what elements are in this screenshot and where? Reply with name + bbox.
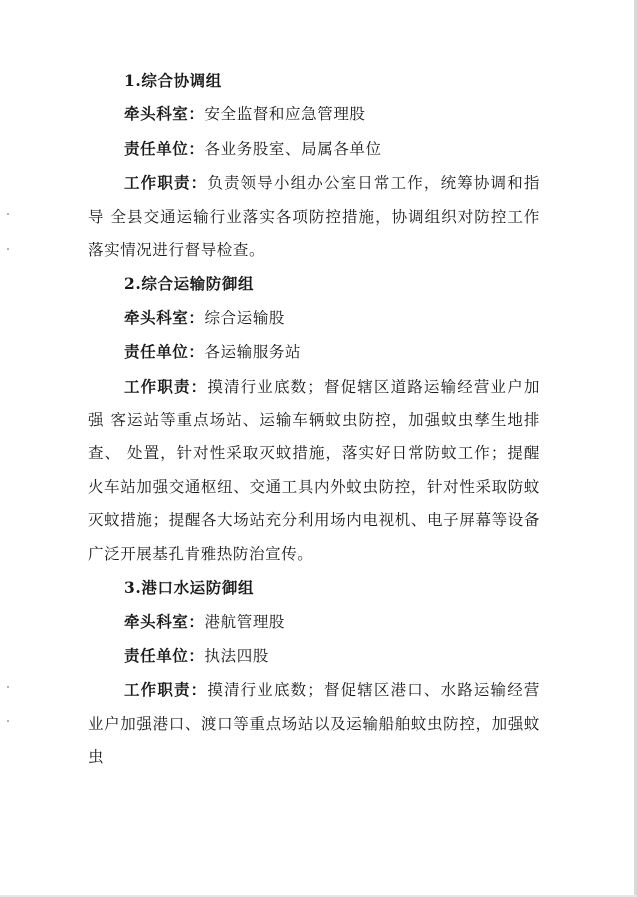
lead-department-row: [88, 605, 540, 639]
responsible-unit-row: [88, 132, 540, 166]
scan-speck: [7, 686, 9, 688]
section-heading: 2.综合运输防御组: [124, 274, 255, 294]
duty-text: 摸清行业底数；督促辖区道路运输经营业户加强 客运站等重点场站、运输车辆蚊虫防控，加强蚊虫孳生地排查、 处置，针对性采取灭蚊措施，落实好日常防蚊工作；提醒火车站加强交通枢纽、交通工具内外蚊虫防控，针对性采取防蚊灭蚊措施；提醒各大场站充分利用场内电视机、电子屏幕等设备广泛开展基孔肯雅热防治宣传。: [88, 377, 540, 563]
lead-department-label: 牵头科室：: [124, 307, 205, 327]
lead-department-value: 安全监督和应急管理股: [204, 105, 366, 124]
responsible-unit-value: 各业务股室、局属各单位: [204, 139, 382, 158]
document-body: [88, 64, 540, 775]
duty-paragraph: [88, 673, 540, 774]
lead-department-value: 综合运输股: [204, 308, 286, 327]
responsible-unit-label: 责任单位：: [124, 645, 205, 665]
section-heading: 3.港口水运防御组: [124, 578, 255, 598]
lead-department-label: 牵头科室：: [124, 104, 205, 124]
duty-label: 工作职责：: [124, 173, 208, 193]
duty-text: 摸清行业底数；督促辖区港口、水路运输经营业户加强港口、渡口等重点场站以及运输船舶蚊虫防控，加强蚊虫: [88, 681, 540, 767]
duty-text: 负责领导小组办公室日常工作，统筹协调和指导 全县交通运输行业落实各项防控措施，协调组织对防控工作落实情况进行督导检查。: [88, 174, 540, 260]
lead-department-row: [88, 97, 540, 131]
responsible-unit-row: [88, 335, 540, 369]
duty-label: 工作职责：: [124, 680, 208, 700]
responsible-unit-label: 责任单位：: [124, 342, 205, 362]
responsible-unit-value: 执法四股: [204, 646, 269, 665]
duty-paragraph: [88, 370, 540, 571]
lead-department-value: 港航管理股: [204, 612, 286, 631]
scan-speck: [7, 720, 9, 722]
section-heading: 1.综合协调组: [124, 71, 222, 90]
duty-paragraph: [88, 166, 540, 267]
responsible-unit-label: 责任单位：: [124, 138, 205, 158]
duty-label: 工作职责：: [124, 376, 208, 396]
scan-speck: [7, 213, 9, 215]
responsible-unit-row: [88, 639, 540, 673]
scan-speck: [7, 248, 9, 250]
lead-department-row: [88, 301, 540, 335]
responsible-unit-value: 各运输服务站: [204, 343, 302, 362]
lead-department-label: 牵头科室：: [124, 611, 205, 631]
